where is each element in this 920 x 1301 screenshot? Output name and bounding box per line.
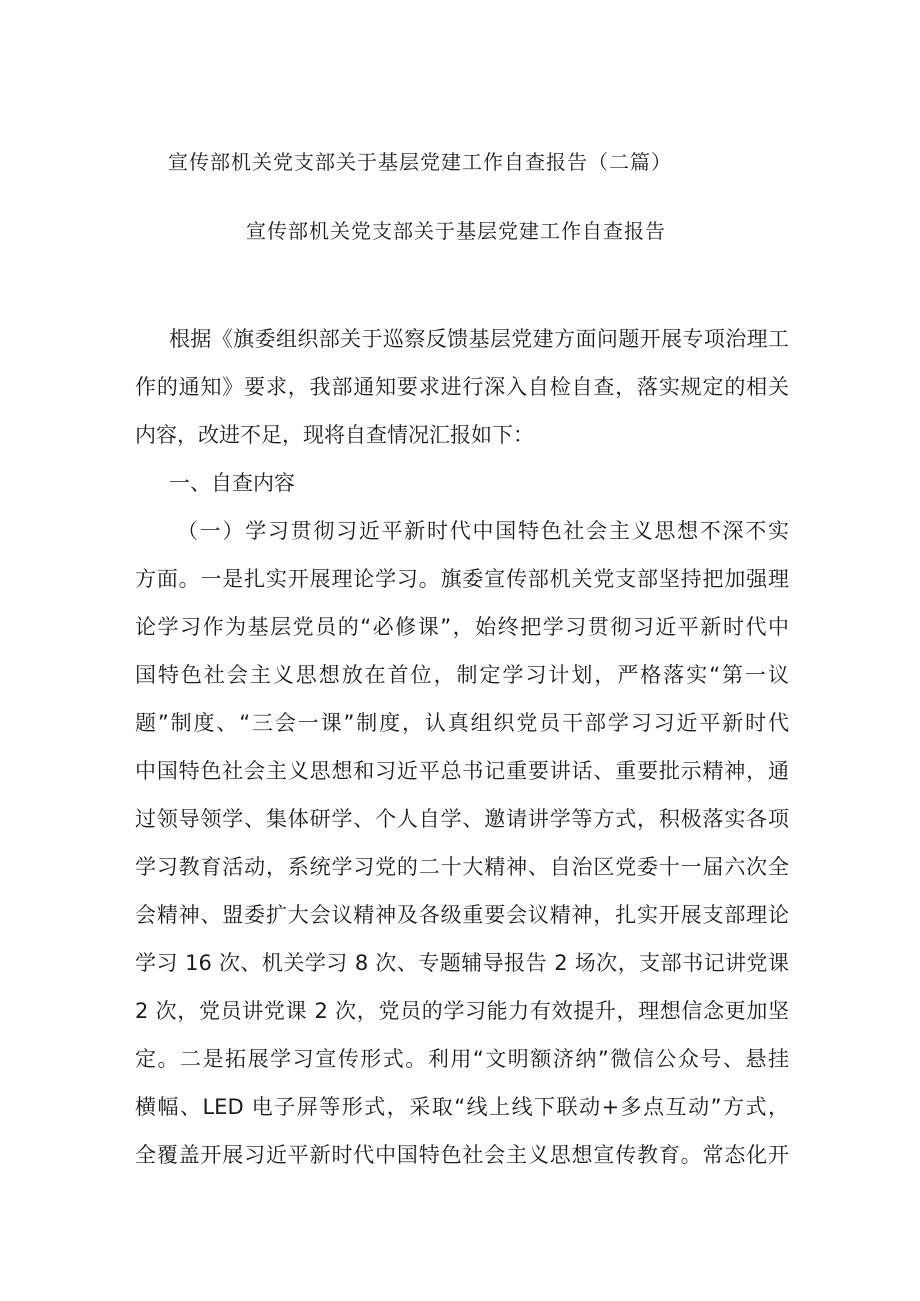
section-line: 全覆盖开展习近平新时代中国特色社会主义思想宣传教育。常态化开: [135, 1143, 789, 1167]
document-title: 宣传部机关党支部关于基层党建工作自查报告（二篇）: [168, 150, 672, 174]
section-line: 方面。一是扎实开展理论学习。旗委宣传部机关党支部坚持把加强理: [135, 567, 789, 591]
section-heading: 一、自查内容: [169, 471, 295, 495]
section-line: 中国特色社会主义思想和习近平总书记重要讲话、重要批示精神，通: [135, 759, 789, 783]
intro-line: 内容，改进不足，现将自查情况汇报如下：: [135, 423, 534, 447]
section-line: 过领导领学、集体研学、个人自学、邀请讲学等方式，积极落实各项: [135, 807, 789, 831]
intro-line: 作的通知》要求，我部通知要求进行深入自检自查，落实规定的相关: [135, 375, 789, 399]
section-line: 2 次，党员讲党课 2 次，党员的学习能力有效提升，理想信念更加坚: [135, 999, 789, 1023]
report-title: 宣传部机关党支部关于基层党建工作自查报告: [246, 219, 666, 243]
section-line: 国特色社会主义思想放在首位，制定学习计划，严格落实“第一议: [135, 663, 789, 687]
section-line: 会精神、盟委扩大会议精神及各级重要会议精神，扎实开展支部理论: [135, 903, 789, 927]
intro-line: 根据《旗委组织部关于巡察反馈基层党建方面问题开展专项治理工: [169, 327, 789, 351]
section-line: 题”制度、“三会一课”制度，认真组织党员干部学习习近平新时代: [135, 711, 789, 735]
section-line: 横幅、LED 电子屏等形式，采取“线上线下联动+多点互动”方式，: [135, 1095, 789, 1119]
section-line: 定。二是拓展学习宣传形式。利用“文明额济纳”微信公众号、悬挂: [135, 1047, 789, 1071]
section-line: （一）学习贯彻习近平新时代中国特色社会主义思想不深不实: [177, 519, 789, 543]
section-line: 学习教育活动，系统学习党的二十大精神、自治区党委十一届六次全: [135, 855, 789, 879]
section-line: 论学习作为基层党员的“必修课”，始终把学习贯彻习近平新时代中: [135, 615, 789, 639]
document-body: [135, 315, 789, 1179]
section-line: 学习 16 次、机关学习 8 次、专题辅导报告 2 场次，支部书记讲党课: [135, 951, 789, 975]
